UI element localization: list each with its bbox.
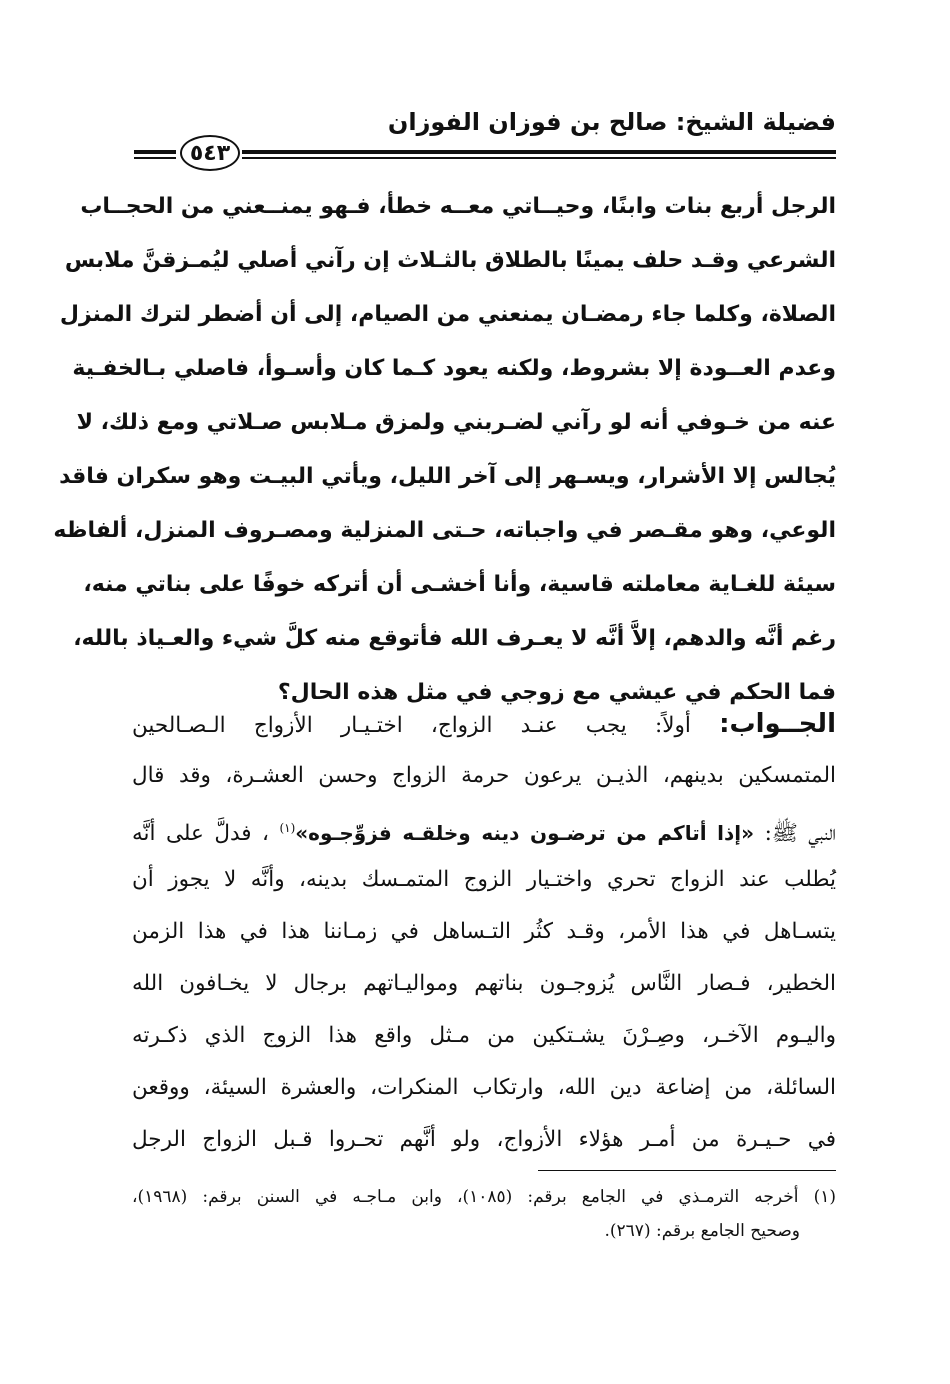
- question-line: الشرعي وقـد حلف يمينًا بالطلاق بالثـلاث إن رآني أصلي ليُمـزقنَّ ملابس: [64, 248, 836, 273]
- answer-line: [132, 698, 836, 750]
- question-line: الوعي، وهو مقـصر في واجباته، حـتى المنزلية ومصـروف المنزل، ألفاظه: [53, 518, 836, 543]
- header-rule: [242, 150, 836, 159]
- question-line: عنه من خـوفي أنه لو رآني لضـربني ولمزق مـلابس صـلاتي ومع ذلك، لا: [76, 410, 836, 435]
- answer-line: يتسـاهل في هذا الأمر، وقـد كثُر التـساهل في زمـاننا هذا في هذا الزمن: [132, 919, 836, 944]
- answer-line: الخطير، فـصار النَّاس يُزوجـون بناتهم ومواليـاتهم برجال لا يخـافون الله: [132, 971, 836, 996]
- answer-line: واليـوم الآخـر، وصِـرْنَ يشـتكين من مـثل واقع هذا الزوج الذي ذكـرته: [132, 1023, 836, 1048]
- answer-label: الجــواب:: [719, 709, 836, 739]
- answer-line: في حـيـرة من أمـر هؤلاء الأزواج، ولو أنَّهم تحـروا قـبل الزواج الرجل: [132, 1127, 836, 1152]
- question-line: فما الحكم في عيشي مع زوجي في مثل هذه الحال؟: [277, 680, 836, 705]
- answer-line: [132, 802, 836, 854]
- answer-line: السائلة، من إضاعة دين الله، وارتكاب المنكرات، والعشرة السيئة، ووقعن: [132, 1075, 836, 1100]
- answer-text: [132, 698, 836, 1166]
- footnote-line: (١) أخرجه الترمـذي في الجامع برقم: (١٠٨٥)، وابن مـاجـه في السنن برقم: (١٩٦٨)،: [132, 1187, 836, 1207]
- footnote-reference[interactable]: (١): [279, 821, 296, 835]
- question-line: الصلاة، وكلما جاء رمضـان يمنعني من الصيام، إلى أن أضطر لترك المنزل: [59, 302, 836, 327]
- footnotes: [132, 1180, 836, 1248]
- answer-line: المتمسكين بدينهم، الذيـن يرعون حرمة الزواج وحسن العشـرة، وقد قال: [132, 763, 836, 788]
- answer-line-text: ، فدلَّ على أنَّه: [132, 821, 280, 847]
- header-rule-left: [134, 150, 176, 159]
- question-text: [53, 180, 836, 720]
- footnote-line: وصحيح الجامع برقم: (٢٦٧).: [604, 1221, 800, 1241]
- question-line: الرجل أربع بنات وابنًا، وحيــاتي معــه خطأ، فـهو يمنــعني من الحجــاب: [80, 194, 836, 219]
- answer-line: يُطلب عند الزواج تحري واختـيار الزوج المتمـسك بدينه، وأنَّه لا يجوز أن: [132, 867, 836, 892]
- answer-line-text: النبي ﷺ:: [754, 821, 837, 847]
- running-header-title: فضيلة الشيخ: صالح بن فوزان الفوزان: [387, 108, 836, 136]
- hadith-quote: «إذا أتاكم من ترضـون دينه وخلقـه فزوِّجـوه»: [295, 821, 755, 846]
- question-line: يُجالس إلا الأشرار، ويسـهر إلى آخر الليل، ويأتي البيـت وهو سكران فاقد: [59, 464, 836, 489]
- question-line: سيئة للغـاية معاملته قاسية، وأنا أخشـى أن أتركه خوفًا على بناتي منه،: [83, 572, 836, 597]
- question-line: وعدم العــودة إلا بشروط، ولكنه يعود كـما كان وأسـوأ، فاصلي بـالخفـية: [72, 356, 836, 381]
- footnote-separator: [538, 1170, 836, 1171]
- question-line: رغم أنَّه والدهم، إلاَّ أنَّه لا يعـرف الله فأتوقع منه كلَّ شيء والعـياذ بالله،: [73, 626, 836, 651]
- page-number: ٥٤٣: [180, 135, 240, 171]
- answer-line-text: أولاً: يجب عنـد الزواج، اختـيـار الأزواج الـصـالحين: [132, 713, 720, 738]
